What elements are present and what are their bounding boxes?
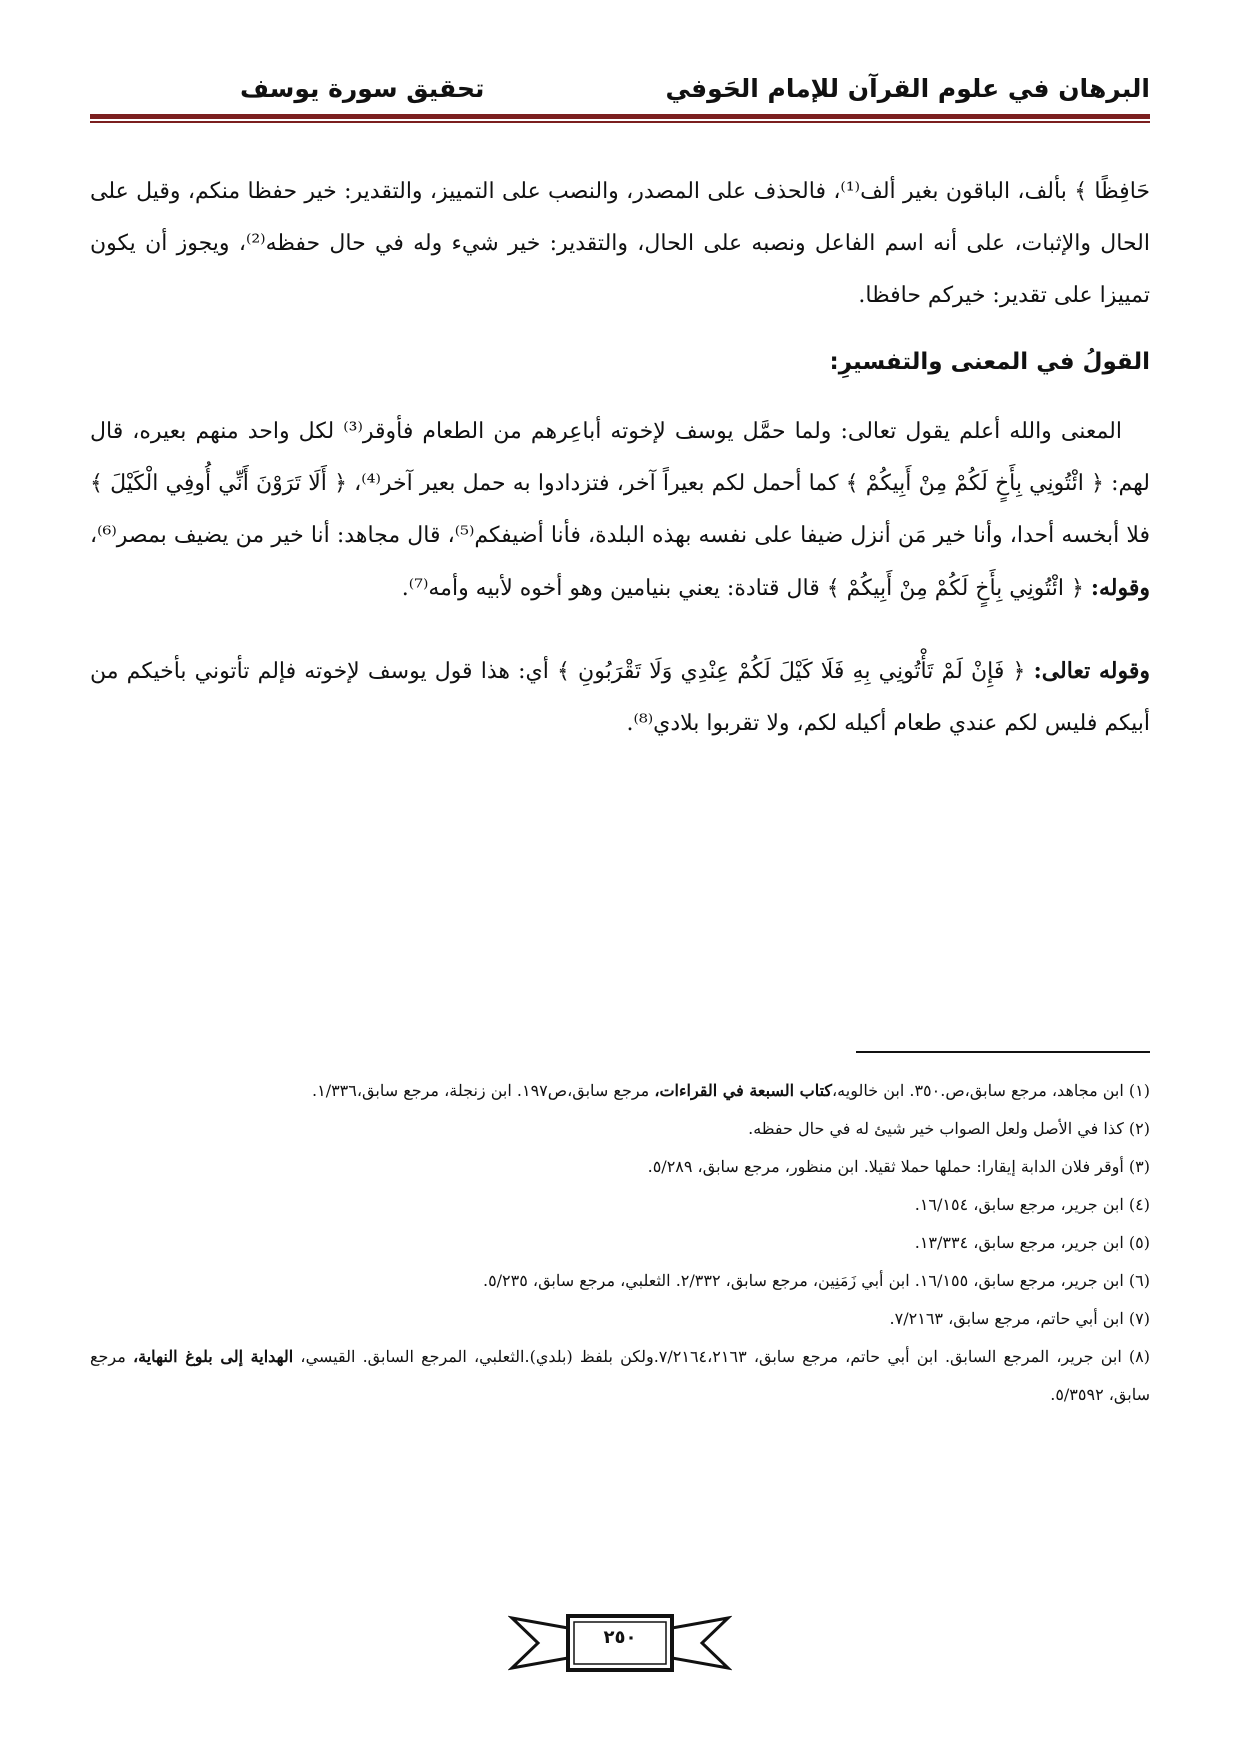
header-rule-thin [90, 121, 1150, 123]
footnote-separator [856, 1051, 1150, 1053]
paragraph-2 [90, 406, 1150, 615]
footnote-1-text-b: مرجع سابق،ص١٩٧. ابن زنجلة، مرجع سابق،١/٣٣٦. [312, 1081, 650, 1100]
footnote-8-text-a: (٨) ابن جرير، المرجع السابق. ابن أبي حاتم، مرجع سابق، ٧/٢١٦٤،٢١٦٣.ولكن بلفظ (بلدي).الثعلبي، المرجع السابق. القيسي، [300, 1347, 1151, 1366]
paragraph-2-text-a: المعنى والله أعلم يقول تعالى: ولما حمَّل يوسف لإخوته أباعِرهم من الطعام فأوقر⁽³⁾ لكل واحد منهم بعيره، قال لهم: ﴿ ائْتُونِي بِأَخٍ لَكُمْ مِنْ أَبِيكُمْ ﴾ كما أحمل لكم بعيراً آخر، فتزدادوا به حمل بعير آخر⁽⁴⁾، ﴿ أَلَا تَرَوْنَ أَنِّي أُوفِي الْكَيْلَ ﴾ فلا أبخسه أحدا، وأنا خير مَن أنزل ضيفا على نفسه بهذه البلدة، فأنا أضيفكم⁽⁵⁾، قال مجاهد: أنا خير من يضيف بمصر⁽⁶⁾، [90, 419, 1150, 548]
header-rule-thick [90, 114, 1150, 119]
book-title: البرهان في علوم القرآن للإمام الحَوفي [665, 74, 1150, 103]
paragraph-2-bold: وقوله: [1090, 575, 1150, 601]
page-number: ٢٥٠ [603, 1627, 637, 1648]
running-header [90, 70, 1150, 114]
section-title: تحقيق سورة يوسف [240, 74, 485, 103]
footnote-6: (٦) ابن جرير، مرجع سابق، ١٦/١٥٥. ابن أبي زَمَنِين، مرجع سابق، ٢/٣٣٢. الثعلبي، مرجع سابق، ٥/٢٣٥. [482, 1271, 1150, 1290]
paragraph-3-text: ﴿ فَإِنْ لَمْ تَأْتُونِي بِهِ فَلَا كَيْلَ لَكُمْ عِنْدِي وَلَا تَقْرَبُونِ ﴾ أي: هذا قول يوسف لإخوته فإلم تأتوني بأخيكم من أبيكم فليس لكم عندي طعام أكيله لكم، ولا تقربوا بلادي⁽⁸⁾. [90, 659, 1150, 736]
section-heading: القولُ في المعنى والتفسيرِ: [829, 349, 1150, 375]
footnote-1-text-a: (١) ابن مجاهد، مرجع سابق،ص.٣٥٠. ابن خالويه، [832, 1081, 1150, 1100]
paragraph-2-text-b: ﴿ ائْتُونِي بِأَخٍ لَكُمْ مِنْ أَبِيكُمْ ﴾ قال قتادة: يعني بنيامين وهو أخوه لأبيه وأمه⁽⁷⁾. [401, 576, 1084, 601]
footnotes [90, 1072, 1150, 1414]
footnote-8 [90, 1338, 1150, 1414]
footnote-2: (٢) كذا في الأصل ولعل الصواب خير شيئ له في حال حفظه. [748, 1119, 1150, 1138]
footnote-8-text-b: مرجع سابق، ٥/٣٥٩٢. [90, 1347, 1150, 1404]
main-text [90, 166, 1150, 750]
footnote-1 [90, 1072, 1150, 1110]
footnote-4: (٤) ابن جرير، مرجع سابق، ١٦/١٥٤. [914, 1195, 1150, 1214]
paragraph-3 [90, 645, 1150, 750]
footnote-8-bold: الهداية إلى بلوغ النهاية، [132, 1347, 294, 1366]
footnote-1-bold: كتاب السبعة في القراءات، [654, 1081, 833, 1100]
footnote-3: (٣) أوقر فلان الدابة إيقارا: حملها حملا ثقيلا. ابن منظور، مرجع سابق، ٥/٢٨٩. [647, 1157, 1150, 1176]
paragraph-1: حَافِظًا ﴾ بألف، الباقون بغير ألف⁽¹⁾، فالحذف على المصدر، والنصب على التمييز، والتقدير: خير حفظا منكم، وقيل على الحال والإثبات، على أنه اسم الفاعل ونصبه على الحال، والتقدير: خير شيء وله في حال حفظه⁽²⁾، ويجوز أن يكون تمييزا على تقدير: خيركم حافظا. [90, 179, 1151, 308]
footnote-7: (٧) ابن أبي حاتم، مرجع سابق، ٧/٢١٦٣. [889, 1309, 1150, 1328]
footnote-5: (٥) ابن جرير، مرجع سابق، ١٣/٣٣٤. [914, 1233, 1150, 1252]
paragraph-3-bold: وقوله تعالى: [1033, 658, 1151, 684]
